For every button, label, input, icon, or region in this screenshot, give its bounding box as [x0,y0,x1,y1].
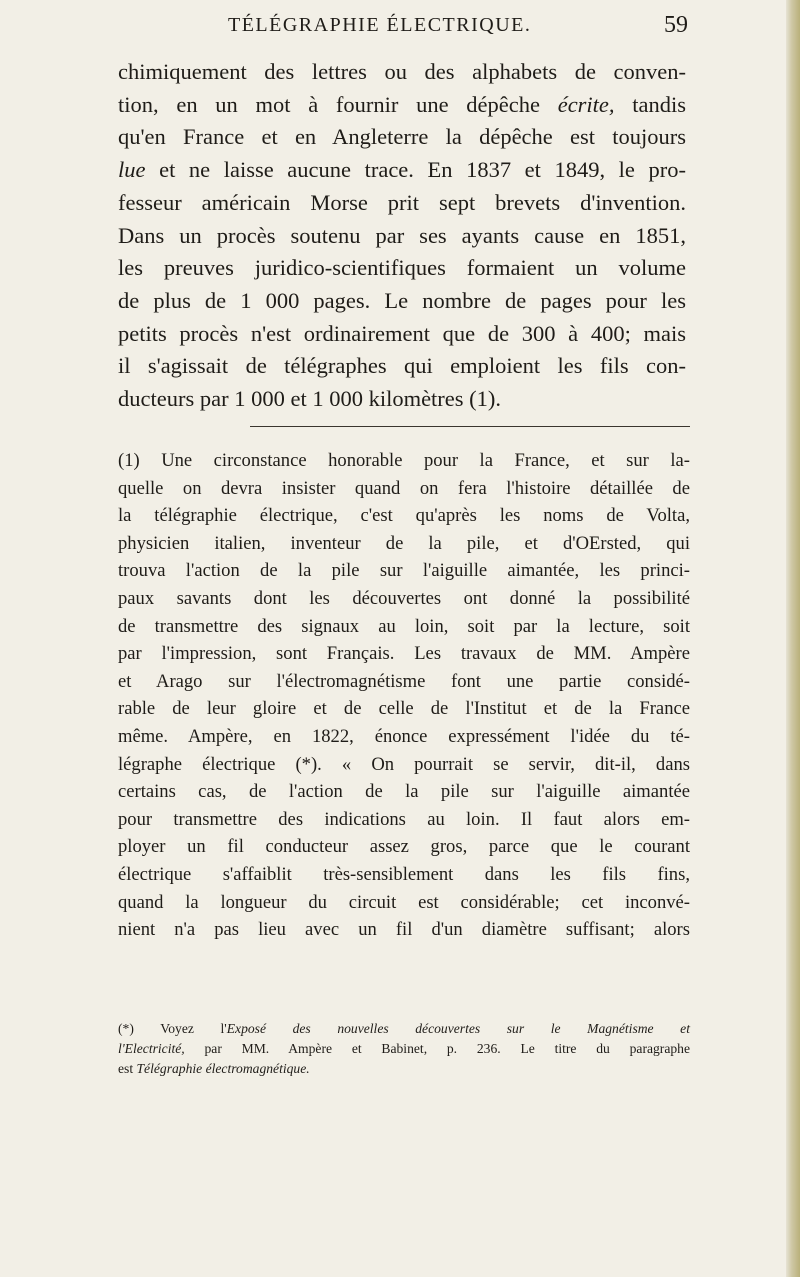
text-line: il s'agissait de télégraphes qui emploient les fils con- [118,353,686,379]
footnote-line: légraphe électrique (*). « On pourrait se servir, dit-il, dans [118,753,690,775]
running-head: TÉLÉGRAPHIE ÉLECTRIQUE. [228,14,532,36]
text-run: est [118,1061,137,1076]
subnote-line [118,1059,690,1079]
text-run: tandis [614,91,687,117]
text-line: ducteurs par 1 000 et 1 000 kilomètres (1). [118,386,502,412]
footnote-line: ployer un fil conducteur assez gros, parce que le courant [118,836,690,858]
footnote-line: physicien italien, inventeur de la pile, et d'OErsted, qui [118,532,690,554]
text-run: tion, en un mot à fournir une dépêche [118,91,558,117]
text-line [118,154,686,187]
footnote-separator [250,426,690,427]
italic-text: Télégraphie électromagnétique. [136,1061,310,1076]
footnote-line: paux savants dont les découvertes ont donné la possibilité [118,587,690,609]
text-line: de plus de 1 000 pages. Le nombre de pages pour les [118,287,686,313]
text-line: chimiquement des lettres ou des alphabets de conven- [118,59,686,84]
footnote-line: trouva l'action de la pile sur l'aiguille aimantée, les princi- [118,560,690,582]
text-line: qu'en France et en Angleterre la dépêche est toujours [118,124,686,150]
footnote-line: même. Ampère, en 1822, énonce expressément l'idée du té- [118,725,690,747]
sub-footnote [118,1019,690,1079]
page-edge [786,0,800,1277]
text-run: par MM. Ampère et Babinet, p. 236. Le titre du paragraphe [184,1041,690,1056]
subnote-line [118,1019,690,1039]
main-paragraph [118,56,686,416]
footnote [118,447,690,944]
subnote-line [118,1039,690,1059]
italic-text: écrite, [557,91,615,117]
text-line: les preuves juridico-scientifiques formaient un volume [118,255,686,281]
text-line: petits procès n'est ordinairement que de 300 à 400; mais [118,320,686,346]
footnote-line: la télégraphie électrique, c'est qu'après les noms de Volta, [118,505,690,527]
italic-text: Exposé des nouvelles découvertes sur le Magnétisme et [226,1021,690,1036]
footnote-line: électrique s'affaiblit très-sensiblement dans les fils fins, [118,863,690,885]
footnote-line: quand la longueur du circuit est considérable; cet inconvé- [118,891,690,913]
text-run: (*) Voyez l' [118,1021,227,1036]
footnote-line: quelle on devra insister quand on fera l'histoire détaillée de [118,477,690,499]
footnote-line: rable de leur gloire et de celle de l'Institut et de la France [118,698,690,720]
italic-text: l'Electricité, [118,1041,185,1056]
text-run: et ne laisse aucune trace. En 1837 et 1849, le pro- [145,157,686,183]
text-line [118,89,686,122]
footnote-line: par l'impression, sont Français. Les travaux de MM. Ampère [118,643,690,665]
page-number: 59 [664,12,688,38]
footnote-line: certains cas, de l'action de la pile sur l'aiguille aimantée [118,781,690,803]
footnote-line: (1) Une circonstance honorable pour la France, et sur la- [118,450,690,471]
footnote-line: pour transmettre des indications au loin. Il faut alors em- [118,808,690,830]
text-line: Dans un procès soutenu par ses ayants cause en 1851, [118,222,686,248]
footnote-line: de transmettre des signaux au loin, soit par la lecture, soit [118,615,690,637]
italic-text: lue [118,157,146,183]
text-line: fesseur américain Morse prit sept brevets d'invention. [118,189,686,215]
footnote-line: et Arago sur l'électromagnétisme font une partie considé- [118,670,690,692]
footnote-line: nient n'a pas lieu avec un fil d'un diamètre suffisant; alors [118,919,690,941]
page-header [228,12,688,42]
